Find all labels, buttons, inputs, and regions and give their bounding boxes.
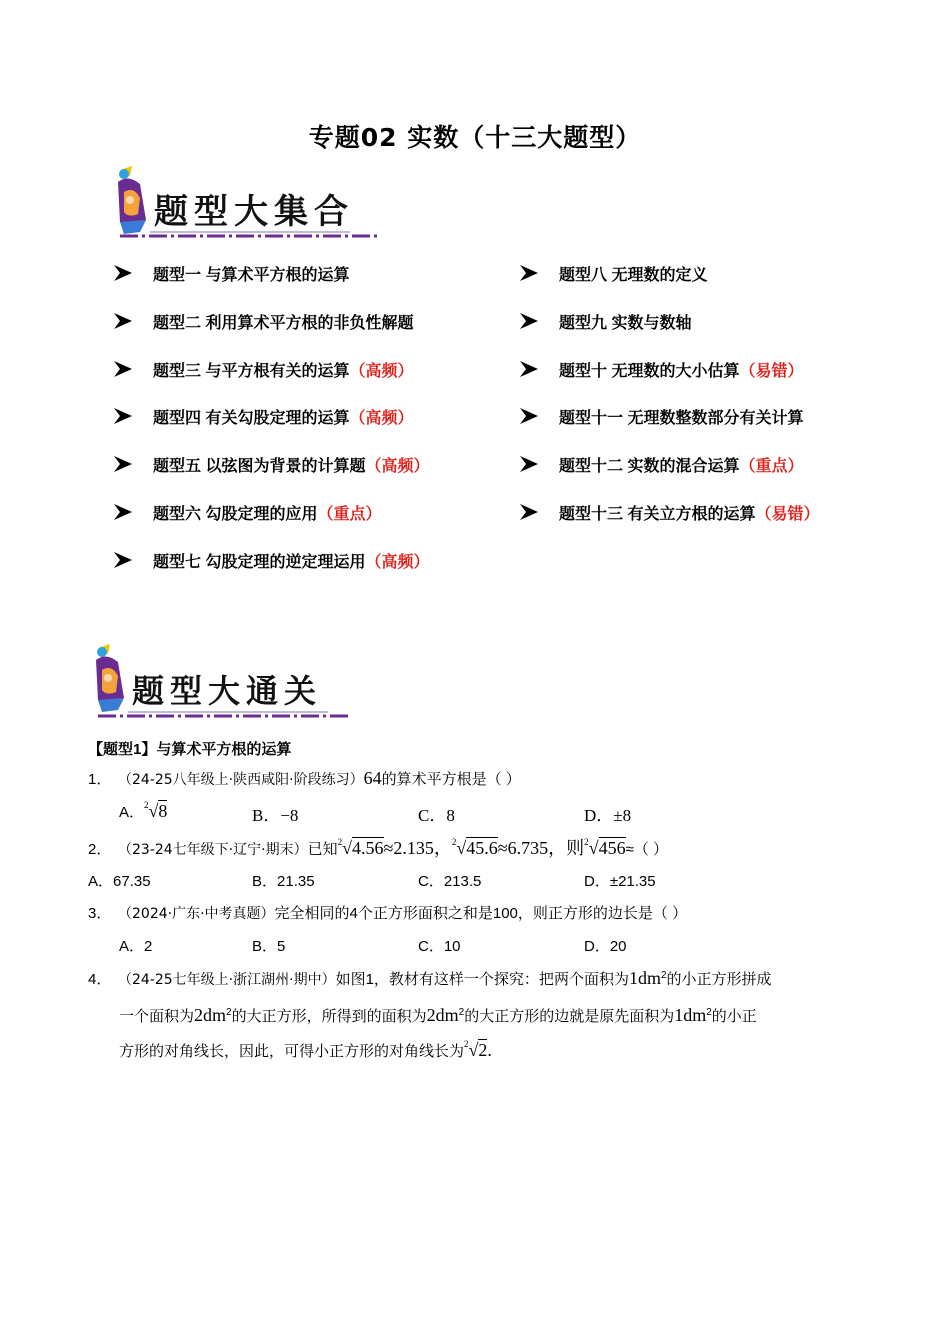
toc-label: 题型十二 实数的混合运算 bbox=[559, 457, 740, 475]
toc-item-1[interactable] bbox=[112, 260, 349, 286]
toc-item-6[interactable] bbox=[112, 499, 381, 525]
section-banner-collection bbox=[110, 162, 390, 242]
question-source: （23-24七年级下·辽宁·期末） bbox=[118, 842, 308, 858]
radical-index: 2 bbox=[464, 1039, 469, 1049]
arrow-bullet-icon bbox=[112, 311, 134, 331]
frequency-tag: （高频） bbox=[365, 553, 430, 571]
arrow-bullet-icon bbox=[518, 406, 540, 426]
option-d[interactable]: D．20 bbox=[584, 938, 627, 955]
option-b[interactable]: B．5 bbox=[252, 938, 286, 955]
option-c[interactable]: C．8 bbox=[418, 806, 455, 825]
question-number: 3． bbox=[88, 905, 112, 922]
question-text: 的小正 bbox=[711, 1008, 757, 1025]
option-a[interactable]: A．67.35 bbox=[88, 873, 151, 890]
arrow-bullet-icon bbox=[112, 406, 134, 426]
page-title: 专题02 实数（十三大题型） bbox=[308, 123, 642, 152]
question-text: 的大正方形，所得到的面积为 bbox=[231, 1008, 427, 1025]
math-value: 64 bbox=[363, 768, 382, 788]
question-text: 的算术平方根是（ ） bbox=[381, 771, 521, 788]
arrow-bullet-icon bbox=[112, 454, 134, 474]
radicand: 45.6 bbox=[466, 838, 498, 858]
arrow-bullet-icon bbox=[518, 359, 540, 379]
exponent: 2 bbox=[660, 970, 667, 981]
toc-item-8[interactable] bbox=[518, 260, 707, 286]
priority-tag: （重点） bbox=[317, 505, 382, 523]
toc-item-7[interactable] bbox=[112, 547, 429, 573]
radicand: 4.56 bbox=[352, 838, 384, 858]
toc-item-5[interactable] bbox=[112, 451, 429, 477]
question-number: 1． bbox=[88, 771, 112, 788]
toc-item-13[interactable] bbox=[518, 499, 819, 525]
toc-label: 题型四 有关勾股定理的运算 bbox=[153, 409, 350, 427]
toc-label: 题型三 与平方根有关的运算 bbox=[153, 362, 350, 380]
frequency-tag: （高频） bbox=[365, 457, 430, 475]
math-value: . bbox=[487, 1040, 492, 1060]
frequency-tag: （高频） bbox=[349, 362, 414, 380]
question-text: 如图1，教材有这样一个探究：把两个面积为 bbox=[335, 971, 629, 988]
section-banner-practice bbox=[88, 640, 358, 720]
math-value: ≈2.135， bbox=[383, 838, 452, 858]
math-value: 1dm bbox=[628, 968, 661, 988]
math-value: 1dm bbox=[674, 1005, 707, 1025]
math-value: 2dm bbox=[194, 1005, 227, 1025]
exponent: 2 bbox=[226, 1007, 232, 1018]
question-text: 完全相同的4个正方形面积之和是100，则正方形的边长是（ ） bbox=[274, 905, 688, 922]
toc-label: 题型十 无理数的大小估算 bbox=[559, 362, 740, 380]
arrow-bullet-icon bbox=[112, 263, 134, 283]
question-text: 一个面积为 bbox=[119, 1008, 195, 1025]
option-c[interactable]: C．213.5 bbox=[418, 873, 482, 890]
toc-item-9[interactable] bbox=[518, 308, 691, 334]
math-value: 2dm bbox=[426, 1005, 459, 1025]
exponent: 2 bbox=[458, 1007, 465, 1018]
question-3 bbox=[88, 902, 687, 923]
arrow-bullet-icon bbox=[112, 359, 134, 379]
radical-expression bbox=[452, 838, 498, 858]
toc-label: 题型六 勾股定理的应用 bbox=[153, 505, 318, 523]
radical-index: 2 bbox=[451, 837, 457, 847]
radical-sign-icon: √ bbox=[456, 838, 467, 858]
radical-sign-icon: √ bbox=[468, 1040, 479, 1060]
option-a[interactable]: A．2 bbox=[119, 938, 153, 955]
option-d[interactable]: D．±8 bbox=[584, 806, 632, 825]
toc-item-2[interactable] bbox=[112, 308, 413, 334]
toc-item-12[interactable] bbox=[518, 451, 803, 477]
banner-title: 题型大通关 bbox=[132, 672, 323, 710]
radicand: 2 bbox=[478, 1040, 488, 1060]
option-label: A． bbox=[119, 804, 145, 821]
arrow-bullet-icon bbox=[518, 263, 540, 283]
priority-tag: （重点） bbox=[739, 457, 804, 475]
radical-sign-icon: √ bbox=[588, 838, 599, 858]
radical-sign-icon: √ bbox=[148, 801, 159, 821]
radicand: 8 bbox=[158, 801, 168, 821]
error-prone-tag: （易错） bbox=[755, 505, 820, 523]
arrow-bullet-icon bbox=[518, 454, 540, 474]
option-b[interactable]: B．−8 bbox=[252, 806, 299, 825]
arrow-bullet-icon bbox=[518, 502, 540, 522]
toc-item-3[interactable] bbox=[112, 356, 413, 382]
toc-label: 题型十一 无理数整数部分有关计算 bbox=[559, 409, 804, 427]
question-number: 4． bbox=[88, 971, 112, 988]
question-text: ≈（ ） bbox=[625, 841, 668, 858]
option-b[interactable]: B．21.35 bbox=[252, 873, 315, 890]
question-text: 的小正方形拼成 bbox=[666, 971, 772, 988]
radical-expression bbox=[338, 838, 384, 858]
radical-index: 2 bbox=[337, 837, 343, 847]
frequency-tag: （高频） bbox=[349, 409, 414, 427]
radical-index: 2 bbox=[144, 800, 149, 810]
question-4 bbox=[88, 968, 772, 989]
arrow-bullet-icon bbox=[112, 502, 134, 522]
option-a[interactable] bbox=[119, 801, 167, 822]
radical-expression bbox=[144, 801, 167, 821]
toc-label: 题型九 实数与数轴 bbox=[559, 314, 692, 332]
toc-label: 题型一 与算术平方根的运算 bbox=[153, 266, 350, 284]
arrow-bullet-icon bbox=[112, 550, 134, 570]
radical-expression bbox=[584, 838, 625, 858]
toc-item-11[interactable] bbox=[518, 403, 803, 429]
question-source: （24-25八年级上·陕西咸阳·阶段练习） bbox=[118, 772, 364, 788]
banner-title: 题型大集合 bbox=[154, 192, 354, 232]
question-4-line-2 bbox=[119, 1005, 757, 1026]
math-value: ≈6.735，则 bbox=[497, 838, 585, 858]
question-2 bbox=[88, 834, 668, 860]
question-4-line-3 bbox=[119, 1040, 492, 1061]
toc-item-10[interactable] bbox=[518, 356, 803, 382]
radical-index: 2 bbox=[584, 837, 589, 847]
exponent: 2 bbox=[706, 1007, 712, 1018]
radical-expression bbox=[464, 1040, 487, 1060]
arrow-bullet-icon bbox=[518, 311, 540, 331]
toc-item-4[interactable] bbox=[112, 403, 413, 429]
toc-label: 题型五 以弦图为背景的计算题 bbox=[153, 457, 366, 475]
question-text: 方形的对角线长，因此，可得小正方形的对角线长为 bbox=[119, 1043, 465, 1060]
section-heading: 【题型1】与算术平方根的运算 bbox=[88, 741, 292, 758]
option-d[interactable]: D．±21.35 bbox=[584, 873, 656, 890]
question-1 bbox=[88, 768, 521, 789]
radicand: 456 bbox=[598, 838, 626, 858]
question-text: 的大正方形的边就是原先面积为 bbox=[464, 1008, 675, 1025]
question-text: 已知 bbox=[307, 841, 338, 858]
toc-label: 题型二 利用算术平方根的非负性解题 bbox=[153, 314, 414, 332]
question-number: 2． bbox=[88, 841, 112, 858]
toc-label: 题型八 无理数的定义 bbox=[559, 266, 708, 284]
option-c[interactable]: C．10 bbox=[418, 938, 461, 955]
radical-sign-icon: √ bbox=[342, 838, 352, 858]
question-source: （2024·广东·中考真题） bbox=[118, 906, 275, 922]
toc-label: 题型十三 有关立方根的运算 bbox=[559, 505, 756, 523]
error-prone-tag: （易错） bbox=[739, 362, 804, 380]
question-source: （24-25七年级上·浙江湖州·期中） bbox=[118, 972, 336, 988]
toc-label: 题型七 勾股定理的逆定理运用 bbox=[153, 553, 366, 571]
